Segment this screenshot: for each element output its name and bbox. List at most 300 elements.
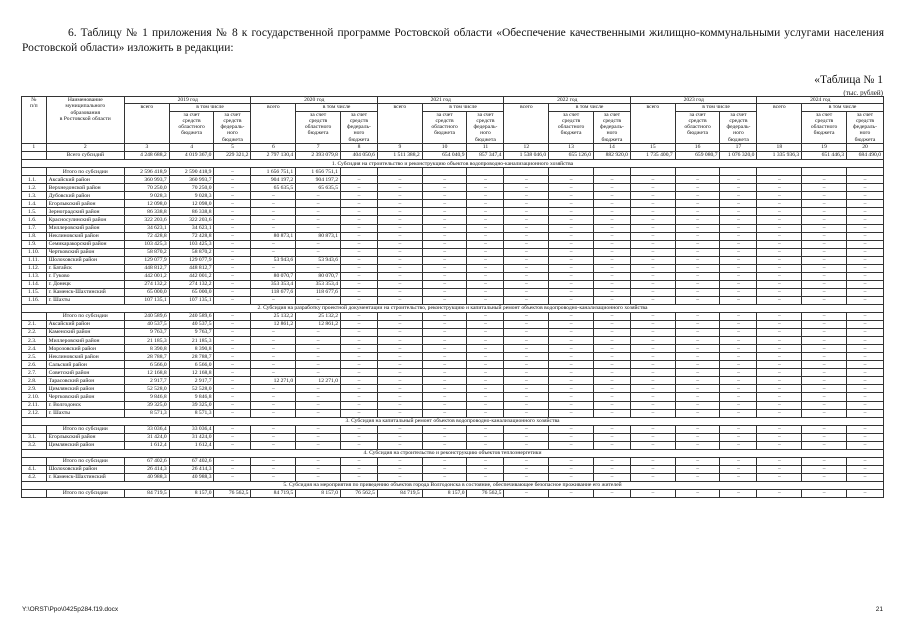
value-cell: –: [467, 176, 504, 184]
value-cell: 404 050,6: [340, 152, 377, 160]
value-cell: –: [467, 465, 504, 473]
row-name: г. Каменск-Шахтинский: [46, 473, 124, 481]
header-regional: за счет средств областного бюджета: [296, 111, 341, 143]
value-cell: –: [214, 329, 251, 337]
value-cell: 8 571,3: [169, 409, 214, 417]
value-cell: –: [296, 248, 341, 256]
value-cell: –: [549, 321, 594, 329]
value-cell: –: [214, 465, 251, 473]
value-cell: 1 538 046,0: [504, 152, 549, 160]
value-cell: 442 001,2: [169, 272, 214, 280]
value-cell: –: [630, 457, 675, 465]
value-cell: –: [720, 256, 757, 264]
table-row: [22, 296, 884, 304]
value-cell: –: [675, 361, 720, 369]
table-row: [22, 329, 884, 337]
value-cell: –: [467, 264, 504, 272]
value-cell: –: [549, 264, 594, 272]
value-cell: –: [802, 465, 847, 473]
value-cell: –: [504, 240, 549, 248]
value-cell: –: [467, 409, 504, 417]
header-total: всего: [630, 104, 675, 144]
row-number: 1.15.: [22, 288, 47, 296]
header-num: № п/п: [22, 97, 47, 144]
value-cell: –: [504, 256, 549, 264]
value-cell: –: [720, 369, 757, 377]
value-cell: –: [214, 433, 251, 441]
section-title: 5. Субсидия на мероприятия по приведению объектов города Волгодонска в состояние, обеспечивающее безопасное проживание его жителей: [22, 482, 884, 490]
value-cell: –: [296, 457, 341, 465]
value-cell: –: [757, 232, 802, 240]
value-cell: –: [422, 272, 467, 280]
value-cell: –: [340, 409, 377, 417]
value-cell: –: [214, 192, 251, 200]
value-cell: –: [757, 192, 802, 200]
table-row: [22, 321, 884, 329]
value-cell: –: [251, 337, 296, 345]
value-cell: –: [630, 393, 675, 401]
value-cell: –: [630, 184, 675, 192]
value-cell: –: [340, 248, 377, 256]
value-cell: –: [802, 337, 847, 345]
row-number: 2.12.: [22, 409, 47, 417]
value-cell: –: [720, 280, 757, 288]
value-cell: –: [504, 345, 549, 353]
value-cell: –: [720, 272, 757, 280]
value-cell: –: [467, 385, 504, 393]
column-number: 16: [675, 144, 720, 152]
value-cell: –: [340, 361, 377, 369]
value-cell: 240 589,6: [124, 313, 169, 321]
header-federal: за счет средств федераль- ного бюджета: [214, 111, 251, 143]
row-number: 1.7.: [22, 224, 47, 232]
value-cell: –: [757, 272, 802, 280]
value-cell: –: [504, 401, 549, 409]
value-cell: –: [720, 337, 757, 345]
value-cell: –: [422, 353, 467, 361]
value-cell: 28 788,7: [124, 353, 169, 361]
value-cell: –: [757, 329, 802, 337]
value-cell: –: [720, 401, 757, 409]
value-cell: 655 126,0: [549, 152, 594, 160]
table-row: [22, 248, 884, 256]
row-number: [22, 168, 47, 176]
value-cell: –: [214, 409, 251, 417]
value-cell: –: [340, 200, 377, 208]
value-cell: 31 424,0: [169, 433, 214, 441]
header-federal: за счет средств федераль- ного бюджета: [467, 111, 504, 143]
value-cell: –: [467, 361, 504, 369]
table-row: [22, 433, 884, 441]
value-cell: –: [802, 457, 847, 465]
value-cell: –: [340, 232, 377, 240]
value-cell: –: [549, 425, 594, 433]
value-cell: –: [757, 361, 802, 369]
value-cell: 1 656 751,1: [296, 168, 341, 176]
value-cell: –: [340, 401, 377, 409]
value-cell: 65 635,5: [296, 184, 341, 192]
value-cell: –: [593, 425, 630, 433]
value-cell: –: [340, 377, 377, 385]
value-cell: [675, 168, 720, 176]
value-cell: –: [549, 200, 594, 208]
value-cell: –: [467, 393, 504, 401]
value-cell: –: [593, 272, 630, 280]
header-federal: за счет средств федераль- ного бюджета: [340, 111, 377, 143]
value-cell: –: [720, 361, 757, 369]
value-cell: –: [340, 465, 377, 473]
value-cell: 9 846,8: [124, 393, 169, 401]
value-cell: 9 763,7: [169, 329, 214, 337]
header-name: Наименование муниципального образования в Ростовской области: [46, 97, 124, 144]
value-cell: –: [549, 192, 594, 200]
value-cell: –: [504, 353, 549, 361]
value-cell: 40 537,5: [124, 321, 169, 329]
value-cell: –: [340, 433, 377, 441]
value-cell: –: [377, 296, 422, 304]
value-cell: –: [422, 264, 467, 272]
value-cell: –: [720, 224, 757, 232]
value-cell: –: [214, 176, 251, 184]
value-cell: –: [630, 329, 675, 337]
value-cell: –: [802, 353, 847, 361]
value-cell: –: [757, 224, 802, 232]
value-cell: –: [467, 296, 504, 304]
value-cell: –: [802, 296, 847, 304]
header-regional: за счет средств областного бюджета: [422, 111, 467, 143]
value-cell: –: [549, 248, 594, 256]
value-cell: 33 036,4: [169, 425, 214, 433]
value-cell: –: [549, 457, 594, 465]
value-cell: –: [802, 272, 847, 280]
value-cell: –: [802, 280, 847, 288]
value-cell: –: [846, 280, 883, 288]
value-cell: –: [340, 353, 377, 361]
value-cell: –: [422, 393, 467, 401]
table-row: [22, 200, 884, 208]
value-cell: –: [467, 224, 504, 232]
value-cell: –: [504, 288, 549, 296]
value-cell: –: [846, 457, 883, 465]
value-cell: –: [467, 208, 504, 216]
value-cell: –: [593, 345, 630, 353]
value-cell: 1 511 388,2: [377, 152, 422, 160]
value-cell: –: [377, 216, 422, 224]
value-cell: –: [675, 272, 720, 280]
value-cell: –: [675, 256, 720, 264]
row-name: Итого по субсидии: [46, 457, 124, 465]
value-cell: –: [757, 353, 802, 361]
value-cell: –: [251, 401, 296, 409]
row-number: 1.13.: [22, 272, 47, 280]
column-number: 2: [46, 144, 124, 152]
column-number: 13: [549, 144, 594, 152]
value-cell: –: [675, 264, 720, 272]
value-cell: 65 000,0: [124, 288, 169, 296]
value-cell: –: [214, 288, 251, 296]
value-cell: –: [675, 457, 720, 465]
row-number: 2.10.: [22, 393, 47, 401]
file-path: Y:\ORST\Ppo\0425p284.f19.docx: [22, 606, 119, 613]
value-cell: –: [846, 296, 883, 304]
value-cell: 28 788,7: [169, 353, 214, 361]
value-cell: –: [467, 441, 504, 449]
value-cell: –: [549, 224, 594, 232]
value-cell: –: [340, 272, 377, 280]
value-cell: –: [377, 393, 422, 401]
value-cell: –: [846, 361, 883, 369]
value-cell: –: [377, 441, 422, 449]
value-cell: –: [504, 393, 549, 401]
value-cell: –: [846, 288, 883, 296]
value-cell: –: [630, 490, 675, 498]
value-cell: 12 168,8: [169, 369, 214, 377]
value-cell: –: [802, 490, 847, 498]
value-cell: –: [846, 329, 883, 337]
header-federal: за счет средств федераль- ного бюджета: [720, 111, 757, 143]
table-row: [22, 176, 884, 184]
value-cell: –: [296, 264, 341, 272]
value-cell: –: [675, 313, 720, 321]
value-cell: –: [214, 393, 251, 401]
value-cell: –: [720, 490, 757, 498]
value-cell: –: [630, 296, 675, 304]
value-cell: –: [757, 345, 802, 353]
value-cell: –: [214, 256, 251, 264]
value-cell: –: [340, 321, 377, 329]
header-row-years: [22, 97, 884, 104]
value-cell: –: [549, 232, 594, 240]
value-cell: –: [757, 490, 802, 498]
value-cell: –: [340, 337, 377, 345]
value-cell: –: [846, 369, 883, 377]
row-number: 1.5.: [22, 208, 47, 216]
value-cell: –: [251, 353, 296, 361]
value-cell: –: [422, 457, 467, 465]
value-cell: –: [720, 321, 757, 329]
value-cell: 651 446,3: [802, 152, 847, 160]
table-label: «Таблица № 1: [814, 74, 883, 86]
value-cell: –: [720, 264, 757, 272]
value-cell: –: [377, 313, 422, 321]
value-cell: –: [251, 441, 296, 449]
value-cell: 86 338,8: [169, 208, 214, 216]
value-cell: [422, 168, 467, 176]
value-cell: –: [757, 208, 802, 216]
row-name: Миллеровский район: [46, 337, 124, 345]
table-row: [22, 473, 884, 481]
value-cell: 67 402,6: [169, 457, 214, 465]
column-number: 18: [757, 144, 802, 152]
value-cell: –: [340, 208, 377, 216]
value-cell: –: [593, 337, 630, 345]
row-name: Чертковский район: [46, 393, 124, 401]
table-row: [22, 393, 884, 401]
value-cell: –: [422, 401, 467, 409]
value-cell: –: [757, 313, 802, 321]
value-cell: 129 077,9: [169, 256, 214, 264]
subtotal-row: [22, 168, 884, 176]
row-name: Егорлыкский район: [46, 200, 124, 208]
value-cell: 25 132,2: [251, 313, 296, 321]
section-title: 2. Субсидия на разработку проектной документации на строительство, реконструкцию и капитальный ремонт объектов водопроводно-канализационного хозяйства: [22, 304, 884, 312]
value-cell: –: [802, 184, 847, 192]
value-cell: –: [757, 288, 802, 296]
value-cell: –: [593, 377, 630, 385]
value-cell: [340, 168, 377, 176]
value-cell: –: [675, 280, 720, 288]
value-cell: 12 168,8: [124, 369, 169, 377]
value-cell: –: [675, 425, 720, 433]
value-cell: –: [340, 369, 377, 377]
value-cell: 129 077,9: [124, 256, 169, 264]
value-cell: –: [846, 337, 883, 345]
value-cell: –: [630, 401, 675, 409]
value-cell: –: [422, 465, 467, 473]
value-cell: –: [467, 248, 504, 256]
value-cell: –: [757, 473, 802, 481]
row-name: Дубовский район: [46, 192, 124, 200]
value-cell: 2 596 418,9: [124, 168, 169, 176]
row-name: Итого по субсидии: [46, 425, 124, 433]
value-cell: –: [802, 409, 847, 417]
value-cell: 274 132,2: [124, 280, 169, 288]
value-cell: –: [422, 288, 467, 296]
value-cell: –: [630, 465, 675, 473]
value-cell: –: [504, 361, 549, 369]
value-cell: –: [802, 377, 847, 385]
row-number: 1.11.: [22, 256, 47, 264]
value-cell: –: [377, 457, 422, 465]
value-cell: –: [296, 216, 341, 224]
row-name: Миллеровский район: [46, 224, 124, 232]
value-cell: –: [296, 369, 341, 377]
value-cell: –: [422, 296, 467, 304]
value-cell: –: [422, 425, 467, 433]
value-cell: –: [340, 345, 377, 353]
value-cell: –: [846, 393, 883, 401]
value-cell: –: [377, 385, 422, 393]
value-cell: 1 735 400,7: [630, 152, 675, 160]
value-cell: –: [593, 433, 630, 441]
value-cell: –: [296, 337, 341, 345]
subtotal-row: [22, 457, 884, 465]
value-cell: 80 873,1: [296, 232, 341, 240]
value-cell: –: [630, 280, 675, 288]
row-number: 1.4.: [22, 200, 47, 208]
value-cell: 84 719,5: [377, 490, 422, 498]
value-cell: –: [802, 216, 847, 224]
value-cell: –: [422, 256, 467, 264]
value-cell: –: [296, 433, 341, 441]
value-cell: 84 719,5: [124, 490, 169, 498]
value-cell: –: [422, 441, 467, 449]
value-cell: –: [593, 329, 630, 337]
value-cell: –: [846, 409, 883, 417]
value-cell: –: [757, 385, 802, 393]
value-cell: –: [467, 216, 504, 224]
header-year: 2024 год: [757, 97, 884, 104]
table-row: [22, 224, 884, 232]
value-cell: –: [802, 313, 847, 321]
row-number: 2.5.: [22, 353, 47, 361]
value-cell: 448 812,7: [169, 264, 214, 272]
value-cell: 4 019 367,0: [169, 152, 214, 160]
value-cell: –: [377, 369, 422, 377]
value-cell: –: [757, 256, 802, 264]
value-cell: 448 812,7: [124, 264, 169, 272]
subtotal-row: [22, 313, 884, 321]
row-number: 1.1.: [22, 176, 47, 184]
page-number: 21: [875, 606, 883, 613]
value-cell: –: [504, 377, 549, 385]
value-cell: –: [296, 401, 341, 409]
row-number: 3.2.: [22, 441, 47, 449]
value-cell: 40 537,5: [169, 321, 214, 329]
value-cell: 118 677,6: [251, 288, 296, 296]
value-cell: –: [296, 224, 341, 232]
value-cell: –: [630, 321, 675, 329]
value-cell: –: [377, 192, 422, 200]
value-cell: –: [593, 288, 630, 296]
table-row: [22, 288, 884, 296]
value-cell: [630, 168, 675, 176]
value-cell: –: [296, 345, 341, 353]
value-cell: –: [802, 224, 847, 232]
value-cell: –: [630, 208, 675, 216]
value-cell: –: [504, 280, 549, 288]
value-cell: –: [422, 361, 467, 369]
value-cell: –: [504, 465, 549, 473]
value-cell: –: [593, 192, 630, 200]
value-cell: –: [846, 216, 883, 224]
value-cell: [504, 168, 549, 176]
value-cell: 353 353,4: [296, 280, 341, 288]
value-cell: –: [467, 329, 504, 337]
value-cell: 76 562,5: [340, 490, 377, 498]
value-cell: –: [846, 240, 883, 248]
value-cell: –: [214, 264, 251, 272]
value-cell: –: [504, 216, 549, 224]
value-cell: –: [593, 393, 630, 401]
value-cell: 53 943,6: [296, 256, 341, 264]
value-cell: –: [549, 409, 594, 417]
value-cell: –: [593, 264, 630, 272]
value-cell: –: [802, 256, 847, 264]
value-cell: –: [296, 200, 341, 208]
value-cell: –: [340, 216, 377, 224]
value-cell: –: [422, 216, 467, 224]
table-row: [22, 240, 884, 248]
row-name: Итого по субсидии: [46, 490, 124, 498]
value-cell: –: [675, 240, 720, 248]
header-including: в том числе: [675, 104, 757, 111]
value-cell: –: [630, 248, 675, 256]
table-row: [22, 272, 884, 280]
value-cell: –: [251, 329, 296, 337]
value-cell: –: [630, 385, 675, 393]
value-cell: –: [296, 441, 341, 449]
value-cell: –: [504, 369, 549, 377]
value-cell: –: [422, 232, 467, 240]
value-cell: –: [720, 393, 757, 401]
section-row: [22, 482, 884, 490]
value-cell: –: [467, 240, 504, 248]
column-number: 12: [504, 144, 549, 152]
value-cell: –: [504, 248, 549, 256]
value-cell: –: [720, 184, 757, 192]
value-cell: –: [340, 313, 377, 321]
